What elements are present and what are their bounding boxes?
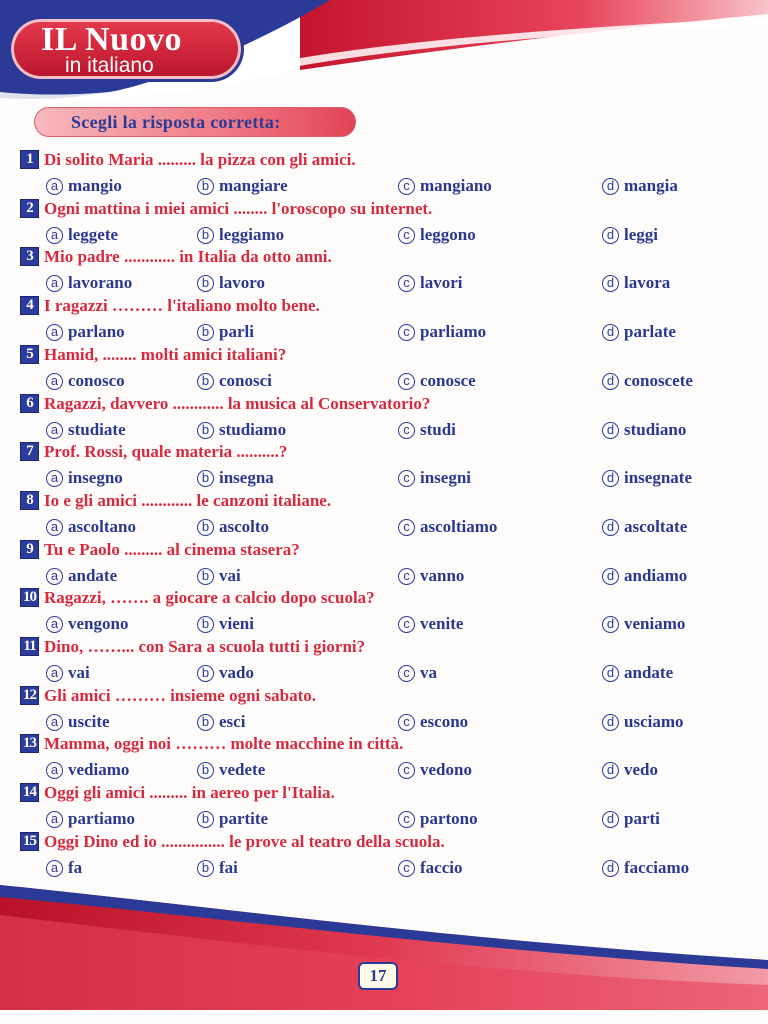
question-text: Ragazzi, ……. a giocare a calcio dopo scuola? [44, 588, 375, 608]
option-text: esci [219, 711, 246, 731]
question-number: 3 [20, 247, 39, 266]
option-letter: d [602, 178, 619, 195]
answer-option-d[interactable] [602, 614, 685, 634]
question-text: Ogni mattina i miei amici ........ l'oroscopo su internet. [44, 198, 433, 218]
question-number: 1 [20, 150, 39, 169]
answer-option-d[interactable] [602, 517, 687, 537]
option-text: uscite [68, 711, 110, 731]
answer-option-b[interactable] [197, 176, 288, 196]
question-number: 10 [20, 588, 39, 607]
option-text: vai [68, 663, 90, 682]
option-text: studiate [68, 419, 126, 439]
option-text: vai [219, 565, 241, 585]
answer-option-d[interactable] [602, 371, 693, 391]
option-text: studi [420, 419, 456, 439]
question-number: 8 [20, 491, 39, 510]
answer-option-a[interactable] [46, 225, 118, 245]
question-number: 6 [20, 394, 39, 413]
option-text: studiamo [219, 419, 287, 439]
option-text: mangiare [219, 176, 288, 195]
option-letter: a [46, 324, 63, 341]
answer-option-d[interactable] [602, 858, 689, 878]
option-letter: a [46, 665, 63, 682]
option-letter: c [398, 470, 415, 487]
option-letter: a [46, 811, 63, 828]
question-number: 4 [20, 296, 39, 315]
option-letter: c [398, 616, 415, 633]
option-letter: a [46, 227, 63, 244]
question-text: Gli amici ……… insieme ogni sabato. [44, 685, 316, 705]
question-text: Oggi Dino ed io ............... le prove al teatro della scuola. [44, 831, 445, 851]
option-letter: c [398, 519, 415, 536]
answer-option-c[interactable] [398, 858, 462, 878]
option-text: vengono [68, 614, 129, 634]
option-letter: d [602, 860, 619, 877]
question-text: Mio padre ............ in Italia da otto anni. [44, 247, 332, 267]
option-letter: d [602, 422, 619, 439]
question-number: 13 [20, 734, 39, 753]
instruction-text: Scegli la risposta corretta: [71, 112, 281, 132]
option-text: studiano [624, 419, 687, 439]
option-text: lavori [420, 273, 463, 293]
option-text: va [420, 663, 437, 682]
option-text: conosci [219, 370, 272, 390]
option-letter: b [197, 665, 214, 682]
logo-title: IL Nuovo [41, 21, 182, 58]
answer-option-c[interactable] [398, 712, 468, 732]
question-text: Ragazzi, davvero ............ la musica al Conservatorio? [44, 393, 431, 413]
answer-option-b[interactable] [197, 663, 254, 683]
option-text: parli [219, 322, 254, 342]
answer-option-d[interactable] [602, 809, 660, 829]
option-letter: b [197, 616, 214, 633]
answer-option-c[interactable] [398, 663, 437, 683]
option-letter: a [46, 714, 63, 731]
question-number: 7 [20, 442, 39, 461]
option-text: vieni [219, 614, 254, 634]
option-text: andate [624, 663, 674, 682]
option-letter: c [398, 178, 415, 195]
answer-option-d[interactable] [602, 176, 678, 196]
option-letter: c [398, 422, 415, 439]
answer-option-a[interactable] [46, 517, 136, 537]
question-text: Oggi gli amici ......... in aereo per l'Italia. [44, 783, 335, 803]
option-text: insegno [68, 468, 123, 488]
answer-option-d[interactable] [602, 712, 684, 732]
option-text: parliamo [420, 322, 487, 342]
option-text: ascoltano [68, 516, 136, 536]
option-letter: c [398, 714, 415, 731]
answer-option-a[interactable] [46, 858, 82, 878]
option-text: partite [219, 809, 269, 829]
option-letter: c [398, 373, 415, 390]
option-text: conosce [420, 370, 476, 390]
question-item [0, 442, 768, 491]
option-text: lavorano [68, 273, 133, 293]
answer-option-c[interactable] [398, 273, 463, 293]
option-text: parti [624, 809, 660, 829]
question-item [0, 296, 768, 345]
question-number: 2 [20, 199, 39, 218]
answer-option-d[interactable] [602, 273, 670, 293]
question-item [0, 150, 768, 199]
option-text: parlano [68, 322, 125, 342]
option-text: mangio [68, 176, 122, 195]
option-text: leggi [624, 224, 658, 244]
question-text: Hamid, ........ molti amici italiani? [44, 344, 287, 364]
option-letter: d [602, 811, 619, 828]
option-letter: d [602, 470, 619, 487]
answer-option-c[interactable] [398, 517, 497, 537]
option-letter: d [602, 616, 619, 633]
question-item [0, 832, 768, 881]
answer-option-a[interactable] [46, 809, 135, 829]
question-number: 9 [20, 540, 39, 559]
answer-option-d[interactable] [602, 420, 686, 440]
option-text: lavoro [219, 273, 265, 293]
option-text: ascoltiamo [420, 516, 498, 536]
answer-option-c[interactable] [398, 371, 476, 391]
option-text: insegni [420, 468, 472, 488]
option-letter: d [602, 714, 619, 731]
option-letter: d [602, 227, 619, 244]
answer-option-d[interactable] [602, 468, 692, 488]
option-text: leggete [68, 224, 119, 244]
option-letter: b [197, 762, 214, 779]
option-letter: b [197, 860, 214, 877]
option-letter: d [602, 324, 619, 341]
question-item [0, 540, 768, 589]
answer-option-d[interactable] [602, 322, 676, 342]
option-letter: b [197, 275, 214, 292]
option-text: ascoltate [624, 516, 688, 536]
option-letter: c [398, 324, 415, 341]
option-text: usciamo [624, 711, 684, 731]
option-letter: c [398, 762, 415, 779]
answer-option-b[interactable] [197, 809, 268, 829]
brand-logo [8, 16, 244, 82]
answer-option-b[interactable] [197, 858, 238, 878]
question-item [0, 637, 768, 686]
logo-subtitle: in italiano [65, 54, 154, 77]
option-letter: c [398, 860, 415, 877]
answer-option-b[interactable] [197, 712, 245, 732]
answer-option-d[interactable] [602, 760, 658, 780]
question-number: 14 [20, 783, 39, 802]
option-text: mangia [624, 176, 678, 195]
option-text: faccio [420, 857, 463, 877]
answer-option-c[interactable] [398, 225, 476, 245]
option-text: vediamo [68, 760, 130, 780]
option-letter: d [602, 665, 619, 682]
option-letter: c [398, 568, 415, 585]
option-text: conosco [68, 370, 125, 390]
option-text: leggono [420, 224, 476, 244]
option-letter: a [46, 178, 63, 195]
option-letter: a [46, 519, 63, 536]
option-letter: b [197, 227, 214, 244]
option-text: venite [420, 614, 464, 634]
option-letter: c [398, 811, 415, 828]
answer-option-a[interactable] [46, 663, 90, 683]
option-text: escono [420, 711, 469, 731]
answer-option-a[interactable] [46, 176, 122, 196]
answer-option-b[interactable] [197, 225, 284, 245]
option-text: parlate [624, 322, 676, 342]
answer-option-a[interactable] [46, 760, 129, 780]
question-item [0, 394, 768, 443]
option-letter: a [46, 860, 63, 877]
option-letter: d [602, 275, 619, 292]
option-text: insegnate [624, 468, 692, 488]
option-text: leggiamo [219, 224, 285, 244]
answer-option-b[interactable] [197, 566, 241, 586]
answer-option-d[interactable] [602, 566, 687, 586]
answer-option-b[interactable] [197, 420, 286, 440]
question-text: Dino, ……... con Sara a scuola tutti i giorni? [44, 637, 366, 656]
answer-option-a[interactable] [46, 420, 126, 440]
answer-option-a[interactable] [46, 371, 125, 391]
option-letter: a [46, 762, 63, 779]
option-letter: b [197, 324, 214, 341]
option-text: vedete [219, 760, 266, 780]
option-letter: d [602, 373, 619, 390]
option-text: fa [68, 857, 83, 877]
answer-option-c[interactable] [398, 809, 478, 829]
question-item [0, 345, 768, 394]
option-text: partiamo [68, 809, 136, 829]
option-letter: b [197, 373, 214, 390]
option-letter: a [46, 616, 63, 633]
answer-option-d[interactable] [602, 225, 658, 245]
option-letter: b [197, 568, 214, 585]
option-letter: b [197, 470, 214, 487]
question-number: 5 [20, 345, 39, 364]
answer-option-c[interactable] [398, 176, 492, 196]
answer-option-b[interactable] [197, 322, 254, 342]
option-letter: b [197, 178, 214, 195]
question-text: Io e gli amici ............ le canzoni italiane. [44, 490, 332, 510]
option-letter: a [46, 373, 63, 390]
question-item [0, 199, 768, 248]
answer-option-a[interactable] [46, 712, 110, 732]
question-text: Tu e Paolo ......... al cinema stasera? [44, 539, 300, 559]
question-text: I ragazzi ……… l'italiano molto bene. [44, 296, 320, 316]
option-letter: a [46, 275, 63, 292]
answer-option-b[interactable] [197, 760, 265, 780]
page-number: 17 [358, 962, 398, 990]
answer-option-b[interactable] [197, 614, 254, 634]
answer-option-d[interactable] [602, 663, 673, 683]
answer-option-b[interactable] [197, 371, 272, 391]
option-text: andiamo [624, 565, 688, 585]
answer-option-c[interactable] [398, 566, 464, 586]
option-letter: a [46, 470, 63, 487]
question-number: 11 [20, 637, 39, 656]
option-text: vanno [420, 565, 465, 585]
option-letter: a [46, 422, 63, 439]
question-item [0, 588, 768, 637]
answer-option-b[interactable] [197, 273, 265, 293]
question-item [0, 783, 768, 832]
question-number: 12 [20, 686, 39, 705]
question-item [0, 734, 768, 783]
option-letter: c [398, 227, 415, 244]
answer-option-a[interactable] [46, 468, 123, 488]
option-letter: d [602, 568, 619, 585]
option-text: vado [219, 663, 254, 682]
option-letter: c [398, 275, 415, 292]
question-text: Di solito Maria ......... la pizza con gli amici. [44, 150, 356, 169]
option-letter: a [46, 568, 63, 585]
answer-option-c[interactable] [398, 760, 472, 780]
option-text: lavora [624, 273, 671, 293]
option-text: vedo [624, 760, 658, 780]
option-letter: b [197, 519, 214, 536]
answer-option-a[interactable] [46, 322, 125, 342]
option-text: andate [68, 565, 118, 585]
option-text: insegna [219, 468, 274, 488]
answer-option-b[interactable] [197, 517, 269, 537]
footer-band [0, 885, 768, 1024]
option-text: veniamo [624, 614, 686, 634]
question-number: 15 [20, 832, 39, 851]
option-letter: b [197, 811, 214, 828]
question-text: Prof. Rossi, quale materia ..........? [44, 442, 288, 462]
answer-option-c[interactable] [398, 614, 463, 634]
answer-option-a[interactable] [46, 566, 117, 586]
answer-option-c[interactable] [398, 468, 471, 488]
option-text: fai [219, 857, 238, 877]
option-text: ascolto [219, 516, 270, 536]
option-text: facciamo [624, 857, 690, 877]
answer-option-c[interactable] [398, 420, 456, 440]
option-letter: c [398, 665, 415, 682]
instruction-banner [34, 107, 356, 137]
question-text: Mamma, oggi noi ……… molte macchine in città. [44, 734, 404, 754]
answer-option-c[interactable] [398, 322, 486, 342]
option-letter: b [197, 422, 214, 439]
question-item [0, 491, 768, 540]
question-item [0, 686, 768, 735]
option-text: vedono [420, 760, 472, 780]
option-text: conoscete [624, 370, 693, 390]
answer-option-a[interactable] [46, 273, 132, 293]
answer-option-a[interactable] [46, 614, 128, 634]
option-text: mangiano [420, 176, 492, 195]
answer-option-b[interactable] [197, 468, 274, 488]
option-text: partono [420, 809, 478, 829]
option-letter: d [602, 762, 619, 779]
question-item [0, 247, 768, 296]
option-letter: b [197, 714, 214, 731]
option-letter: d [602, 519, 619, 536]
